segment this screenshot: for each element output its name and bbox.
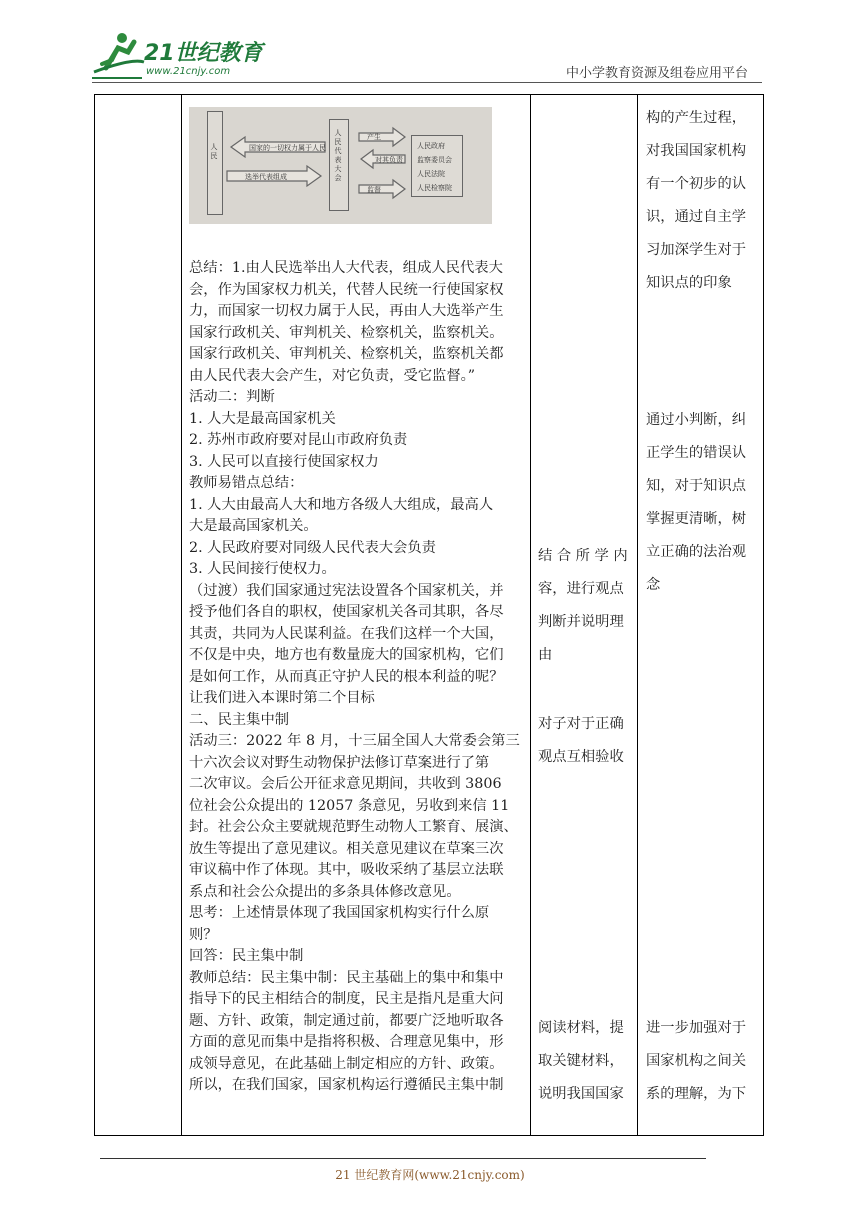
content-line: 位社会公众提出的 12057 条意见，另收到来信 11 [189,797,510,814]
intent-line: 识，通过自主学 [646,209,747,225]
footer-divider [100,1158,706,1159]
student-line: 结 合 所 学 内 [538,548,628,564]
power-label: 国家的一切权力属于人民 [249,144,326,152]
student-line: 阅读材料，提 [538,1020,624,1036]
content-line: 让我们进入本课时第二个目标 [189,690,375,706]
student-line: 由 [538,647,553,663]
content-line: 教师易错点总结： [189,475,304,491]
content-line: 活动二：判断 [189,389,275,405]
student-activity-3 [538,1012,624,1111]
student-line: 判断并说明理 [538,614,624,630]
content-line: 十六次会议对野生动物保护法修订草案进行了第 [189,754,490,771]
footer-text: 21 世纪教育网(www.21cnjy.com) [335,1168,525,1182]
content-line: 会，作为国家权力机关，代替人民统一行使国家权 [189,281,504,298]
intent-line: 正学生的错误认 [646,445,747,461]
design-intent-1 [646,102,746,300]
table-column-divider [181,94,182,1136]
content-line: 二次审议。会后公开征求意见期间，共收到 3806 [189,776,502,792]
content-line: 是如何工作，从而真正守护人民的根本利益的呢？ [189,668,504,685]
people-label: 人民 [210,143,218,161]
content-line: 活动三：2022 年 8 月，十三届全国人大常委会第三 [189,733,520,749]
content-line: 授予他们各自的职权，使国家机关各司其职，各尽 [189,604,504,620]
responsible-label: 对其负责 [375,156,403,164]
intent-line: 知，对于知识点 [646,478,747,494]
content-line: 题、方针、政策，制定通过前，都要广泛地听取各 [189,1012,504,1029]
content-line: 国家行政机关、审判机关、检察机关，监察机关。 [189,324,504,341]
student-activity-1 [538,540,628,672]
content-line: 1. 人大是最高国家机关 [189,410,336,427]
table-column-divider [637,94,638,1136]
organ-item: 人民检察院 [417,184,452,192]
intent-line: 念 [646,577,661,593]
student-line: 说明我国国家 [538,1086,624,1102]
content-line: 回答：民主集中制 [189,948,304,964]
content-line: （过渡）我们国家通过宪法设置各个国家机关，并 [189,582,504,599]
content-line: 放生等提出了意见建议。相关意见建议在草案三次 [189,840,504,857]
content-line: 3. 人民可以直接行使国家权力 [189,453,379,470]
content-line: 国家行政机关、审判机关、检察机关，监察机关都 [189,346,504,362]
content-line: 1. 人大由最高人大和地方各级人大组成，最高人 [189,496,494,513]
content-line: 方面的意见而集中是指将积极、合理意见集中，形 [189,1034,504,1050]
student-line: 对子对于正确 [538,716,624,732]
content-line: 二、民主集中制 [189,711,290,728]
student-activity-2 [538,708,624,774]
npc-label: 人民代表大会 [334,129,342,183]
table-column-divider [530,94,531,1136]
intent-line: 知识点的印象 [646,275,732,291]
intent-line: 通过小判断，纠 [646,412,747,428]
intent-line: 掌握更清晰，树 [646,511,747,527]
content-line: 系点和社会公众提出的多条具体修改意见。 [189,883,461,900]
student-line: 取关键材料， [538,1053,624,1069]
state-organs-diagram [189,107,492,224]
organ-item: 监察委员会 [417,156,452,164]
elect-label: 选举代表组成 [245,173,287,181]
content-line: 所以，在我们国家，国家机构运行遵循民主集中制 [189,1077,504,1093]
content-line: 大是最高国家机关。 [189,518,318,534]
platform-title: 中小学教育资源及组卷应用平台 [566,66,749,81]
intent-line: 立正确的法治观 [646,544,747,560]
content-line: 不仅是中央，地方也有数量庞大的国家机构，它们 [189,647,504,663]
content-line: 2. 苏州市政府要对昆山市政府负责 [189,432,408,448]
logo-text: 21世纪教育 [144,41,263,66]
content-line: 审议稿中作了体现。其中，吸收采纳了基层立法联 [189,862,504,878]
content-line: 思考：上述情景体现了我国国家机构实行什么原 [189,905,490,921]
design-intent-2 [646,404,746,602]
content-line: 总结：1.由人民选举出人大代表，组成人民代表大 [189,260,503,276]
design-intent-3 [646,1012,746,1111]
organ-item: 人民政府 [417,142,445,150]
intent-line: 构的产生过程， [646,110,747,126]
produce-label: 产生 [367,133,381,141]
content-line: 指导下的民主相结合的制度，民主是指凡是重大问 [189,991,504,1007]
content-line: 力，而国家一切权力属于人民，再由人大选举产生 [189,303,504,319]
content-line: 其责，共同为人民谋利益。在我们这样一个大国， [189,625,504,642]
content-line: 由人民代表大会产生，对它负责，受它监督。” [189,367,476,384]
header-divider [92,82,762,83]
page-header [0,0,860,90]
content-line: 教师总结：民主集中制：民主基础上的集中和集中 [189,969,504,986]
intent-line: 有一个初步的认 [646,176,747,192]
content-line: 3. 人民间接行使权力。 [189,561,336,577]
content-line: 则？ [189,926,218,943]
organ-item: 人民法院 [417,170,445,178]
supervise-label: 监督 [367,186,381,194]
intent-line: 进一步加强对于 [646,1020,747,1036]
content-line: 成领导意见，在此基础上制定相应的方针、政策。 [189,1055,504,1072]
intent-line: 国家机构之间关 [646,1053,747,1069]
intent-line: 系的理解，为下 [646,1086,747,1102]
student-line: 容，进行观点 [538,581,624,597]
intent-line: 对我国国家机构 [646,143,747,159]
intent-line: 习加深学生对于 [646,242,747,258]
teaching-content [189,258,529,1097]
logo-url: www.21cnjy.com [146,66,231,77]
content-line: 2. 人民政府要对同级人民代表大会负责 [189,539,436,556]
content-line: 封。社会公众主要就规范野生动物人工繁育、展演、 [189,819,518,835]
student-line: 观点互相验收 [538,749,624,765]
